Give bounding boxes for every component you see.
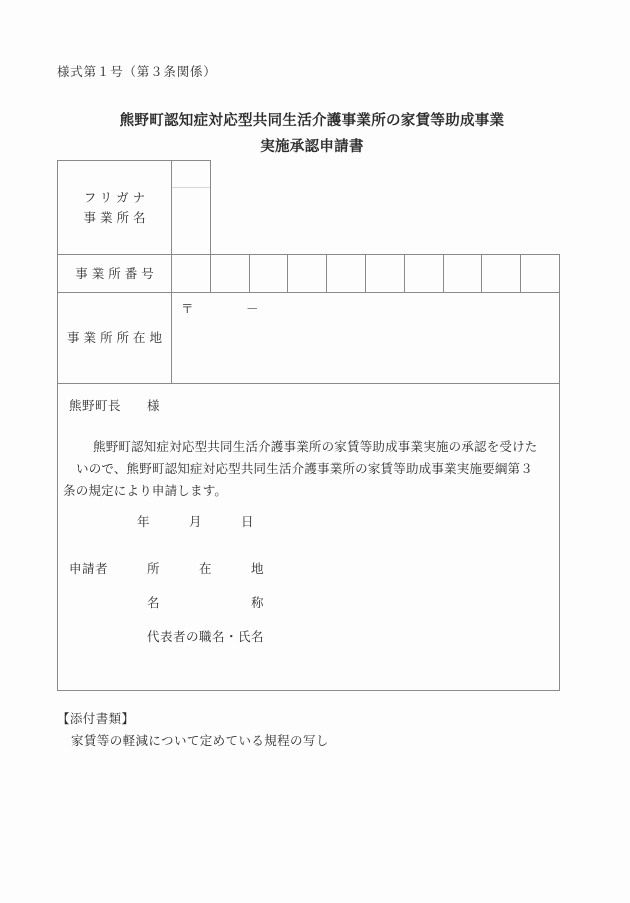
label-office-address-cell: [58, 293, 172, 384]
statement-paragraph: [63, 436, 557, 502]
office-number-box-10[interactable]: [521, 255, 560, 293]
office-number-box-3[interactable]: [249, 255, 288, 293]
statement-line-1: 熊野町認知症対応型共同生活介護事業所の家賃等助成事業実施の承認を受けた: [93, 439, 538, 454]
label-office-address: 事業所所在地: [66, 330, 166, 345]
label-office-number: 事業所番号: [75, 265, 158, 281]
applicant-representative-row[interactable]: 代表者の職名・氏名: [69, 629, 265, 644]
office-number-box-9[interactable]: [482, 255, 521, 293]
statement-line-3: 条の規定により申請します。: [63, 483, 228, 498]
addressee-line: 熊野町長 様: [69, 398, 161, 413]
attachment-item-1: 家賃等の軽減について定めている規程の写し: [71, 733, 329, 748]
table-row-statement: [58, 384, 560, 691]
table-row-office-address: [58, 293, 560, 384]
application-form-table: [57, 160, 560, 691]
page-title-line-2: 実施承認申請書: [260, 138, 364, 155]
attachments-section: [57, 708, 329, 752]
label-office-name-cell: [58, 161, 172, 255]
label-office-number-cell: [58, 255, 172, 293]
page-title: [57, 108, 567, 160]
furigana-divider: [172, 187, 210, 188]
label-office-name: 事業所名: [83, 209, 150, 225]
office-number-box-5[interactable]: [327, 255, 366, 293]
form-number: 様式第１号（第３条関係）: [57, 64, 217, 79]
label-furigana: フリガナ: [83, 189, 150, 205]
statement-line-2: いので、熊野町認知症対応型共同生活介護事業所の家賃等助成事業実施要綱第３: [76, 461, 533, 476]
table-row-office-number: [58, 255, 560, 293]
table-row-office-name: [58, 161, 560, 255]
statement-cell: [58, 384, 560, 691]
office-number-box-1[interactable]: [172, 255, 211, 293]
office-number-box-4[interactable]: [288, 255, 327, 293]
page-title-line-1: 熊野町認知症対応型共同生活介護事業所の家賃等助成事業: [119, 112, 505, 129]
field-office-address[interactable]: [172, 293, 560, 384]
applicant-name-row[interactable]: 名 称: [69, 595, 265, 610]
applicant-address-row[interactable]: 申請者 所 在 地: [69, 561, 265, 576]
office-number-box-7[interactable]: [404, 255, 443, 293]
applicant-block: [69, 552, 264, 654]
office-number-box-8[interactable]: [443, 255, 482, 293]
date-line[interactable]: 年 月 日: [137, 514, 255, 529]
postal-code-mark: 〒 －: [181, 301, 260, 316]
office-number-box-6[interactable]: [365, 255, 404, 293]
office-number-box-2[interactable]: [210, 255, 249, 293]
field-office-name[interactable]: [172, 161, 211, 255]
attachments-heading: 【添付書類】: [57, 711, 135, 726]
